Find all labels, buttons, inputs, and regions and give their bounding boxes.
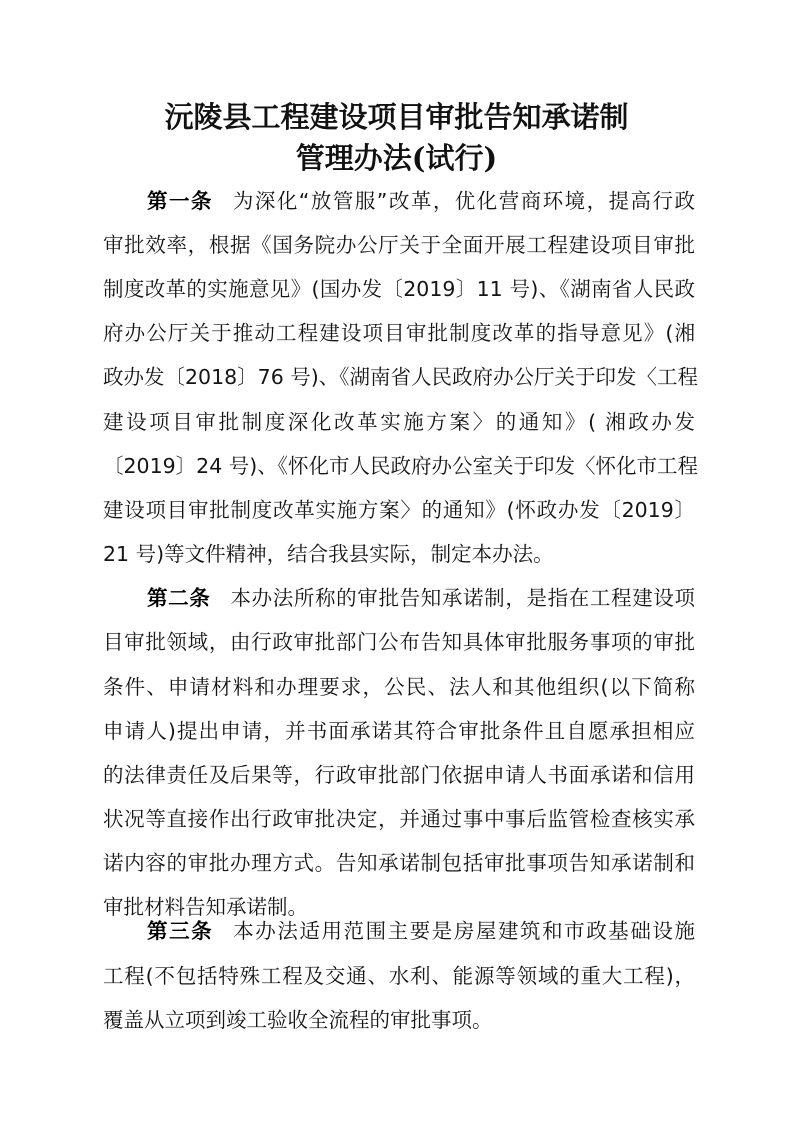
article-1-line-2 <box>103 232 695 258</box>
article-2-text: 目审批领域，由行政审批部门公布告知具体审批服务事项的审批 <box>103 630 695 654</box>
article-1-line-6 <box>103 409 695 435</box>
article-1-line-7 <box>103 453 699 479</box>
article-2-text: 本办法所称的审批告知承诺制，是指在工程建设项 <box>230 586 695 610</box>
document-title-line-2: 管理办法(试行) <box>295 141 498 175</box>
article-1-line-3 <box>103 276 695 302</box>
article-3-text: 工程(不包括特殊工程及交通、水利、能源等领域的重大工程)， <box>103 964 695 988</box>
article-2-label: 第二条 <box>147 586 211 610</box>
article-1-text: 建设项目审批制度改革实施方案〉的通知》(怀政办发〔2019〕 <box>103 498 695 522</box>
article-1-text: 为深化“放管服”改革，优化营商环境，提高行政 <box>232 189 695 213</box>
article-2-line-7 <box>103 850 695 876</box>
article-2-text: 审批材料告知承诺制。 <box>103 895 308 919</box>
article-3-text: 覆盖从立项到竣工验收全流程的审批事项。 <box>103 1008 493 1032</box>
article-2-line-3 <box>103 674 695 700</box>
article-3-text: 本办法适用范围主要是房屋建筑和市政基础设施 <box>233 919 696 943</box>
article-1-text: 审批效率，根据《国务院办公厅关于全面开展工程建设项目审批 <box>103 233 695 257</box>
article-2-line-5 <box>103 762 695 788</box>
article-3-line-3 <box>103 1007 695 1033</box>
article-2-text: 状况等直接作出行政审批决定，并通过事中事后监管检查核实承 <box>103 807 695 831</box>
article-2-line-2 <box>103 629 695 655</box>
article-3-label: 第三条 <box>147 919 214 943</box>
article-1-text: 府办公厅关于推动工程建设项目审批制度改革的指导意见》(湘 <box>103 321 695 345</box>
article-2-line-4 <box>103 718 695 744</box>
article-2-text: 的法律责任及后果等，行政审批部门依据申请人书面承诺和信用 <box>103 763 695 787</box>
article-3-line-1 <box>147 918 695 944</box>
article-1-line-1 <box>147 188 695 214</box>
article-1-text: 建设项目审批制度深化改革实施方案〉的通知》( 湘政办发 <box>103 410 695 434</box>
article-1-line-8 <box>103 497 695 523</box>
document-title-line-1: 沅陵县工程建设项目审批告知承诺制 <box>164 100 629 134</box>
article-1-text: 21 号)等文件精神，结合我县实际，制定本办法。 <box>103 542 554 566</box>
article-1-text: 制度改革的实施意见》(国办发〔2019〕11 号)、《湖南省人民政 <box>103 277 695 301</box>
article-3-line-2 <box>103 963 695 989</box>
article-2-text: 诺内容的审批办理方式。告知承诺制包括审批事项告知承诺制和 <box>103 851 695 875</box>
article-2-line-6 <box>103 806 695 832</box>
article-1-text: 〔2019〕24 号)、《怀化市人民政府办公室关于印发〈怀化市工程 <box>103 454 699 478</box>
article-1-text: 政办发〔2018〕76 号)、《湖南省人民政府办公厅关于印发〈工程 <box>103 365 699 389</box>
article-1-label: 第一条 <box>147 189 213 213</box>
article-2-line-8 <box>103 894 695 920</box>
article-2-text: 条件、申请材料和办理要求，公民、法人和其他组织(以下简称 <box>103 675 695 699</box>
article-1-line-9 <box>103 541 695 567</box>
article-2-text: 申请人)提出申请，并书面承诺其符合审批条件且自愿承担相应 <box>103 719 695 743</box>
article-1-line-5 <box>103 364 699 390</box>
article-1-line-4 <box>103 320 695 346</box>
article-2-line-1 <box>147 585 695 611</box>
